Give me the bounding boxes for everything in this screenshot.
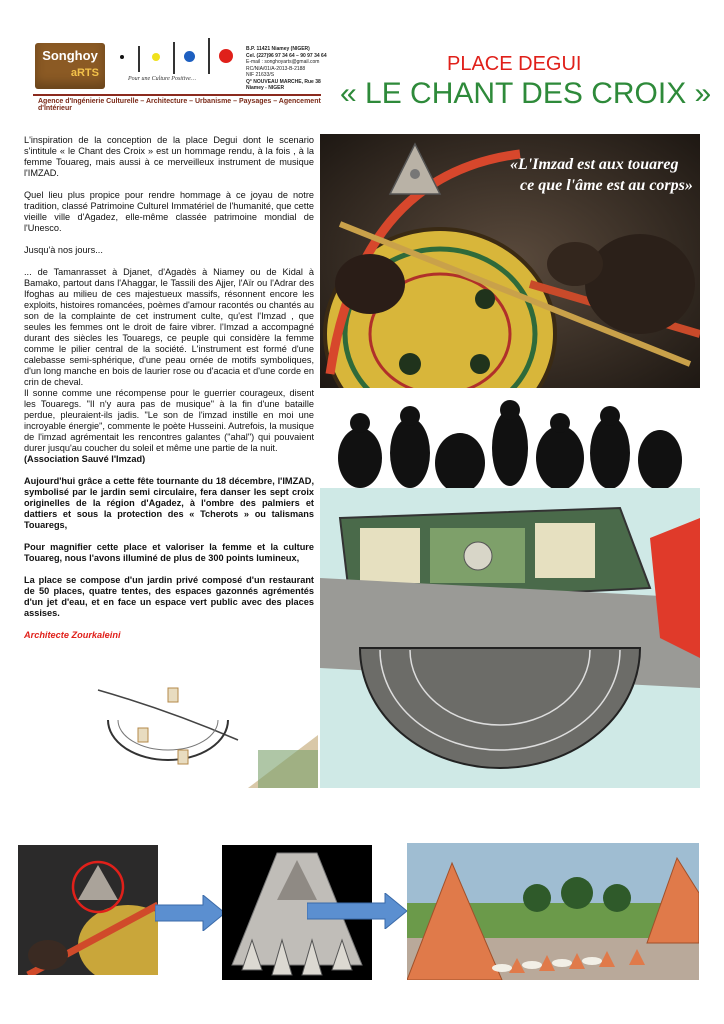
contact-line: NIF 21633/S bbox=[246, 72, 275, 78]
contact-line: B.P. 11421 Niamey (NIGER) bbox=[246, 46, 310, 52]
company-logo bbox=[35, 43, 105, 89]
imzad-quote-line-1: «L'Imzad est aux touareg bbox=[510, 156, 679, 173]
divider-line bbox=[138, 46, 140, 72]
logo-text-bottom: aRTS bbox=[70, 67, 99, 79]
services-line: Agence d'Ingénierie Culturelle – Architecture – Urbanisme – Paysages – Agencement d'Intérieur bbox=[38, 98, 321, 112]
place-title: PLACE DEGUI bbox=[447, 53, 582, 75]
contact-line: Cel. (227)96 97 34 64 – 90 97 34 64 bbox=[246, 52, 327, 59]
signature: Architecte Zourkaleini bbox=[24, 630, 121, 640]
divider-line bbox=[208, 38, 210, 74]
source-credit: (Association Sauvé l'Imzad) bbox=[24, 454, 146, 464]
tagline: Pour une Culture Positive… bbox=[128, 76, 196, 82]
paragraph: Jusqu'à nos jours... bbox=[24, 245, 103, 255]
paragraph: Pour magnifier cette place et valoriser la femme et la culture Touareg, nous l'avons illuminé de plus de 300 points lumineux, bbox=[24, 542, 314, 563]
plaza-render bbox=[407, 843, 699, 980]
arrow-icon bbox=[307, 893, 407, 929]
concept-sketch bbox=[18, 680, 318, 788]
black-dot bbox=[120, 55, 124, 59]
arrow-icon bbox=[155, 895, 225, 931]
site-plan-collage bbox=[320, 388, 700, 788]
paragraph: La place se compose d'un jardin privé composé d'un restaurant de 50 places, quatre tentes, des espaces gazonnés agrémentés d'un jet d'eau, et en face un espace vert public avec des places assises. bbox=[24, 575, 314, 618]
paragraph: Quel lieu plus propice pour rendre hommage à ce joyau de notre tradition, classé Patrimoine Culturel Immatériel de l'humanité, que cette vieille ville d'Agadez, elle-même classée patrimoine mondial de l'Unesco. bbox=[24, 190, 314, 233]
paragraph: L'inspiration de la conception de la place Degui dont le scenario s'intitule « le Chant des Croix » est un hommage rendu, à la fois , à la femme Touareg, mais aussi à ce merveilleux instrument de musique l'IMZAD. bbox=[24, 135, 314, 178]
imzad-photo bbox=[320, 134, 700, 388]
red-dot bbox=[219, 49, 233, 63]
contact-line: E-mail : songhoyarts@gmail.com bbox=[246, 59, 320, 65]
blue-dot bbox=[184, 51, 195, 62]
paragraph: Il sonne comme une récompense pour le guerrier courageux, disent les Touaregs. "Il n'y aura pas de musique" à la fin d'une bataille perdue, pleuraient-ils jadis. "Le son de l'imzad instille en moi une incroyable énergie", commente le poète Husseini. Autrefois, la musique de l'imzad agrémentait les rencontres galantes ("ahal") qui pouvaient durer jusqu'au coucher du soleil et même une partie de la nuit. bbox=[24, 388, 314, 453]
divider-line bbox=[173, 42, 175, 74]
contact-line: RC/NIA/01/A-2013-B-2188 bbox=[246, 65, 306, 72]
header-rule bbox=[33, 94, 321, 96]
paragraph: Aujourd'hui grâce a cette fête tournante du 18 décembre, l'IMZAD, symbolisé par le jardin semi circulaire, fera danser les sept croix originelles de la région d'Agadez, à l'ombre des palmiers et dattiers et sous la protection des « Tcherots » ou talismans Touaregs, bbox=[24, 476, 314, 530]
main-title: « LE CHANT DES CROIX » bbox=[340, 77, 712, 110]
paragraph: ... de Tamanrasset à Djanet, d'Agadès à Niamey ou de Kidal à Bamako, partout dans l'Ahaggar, le Tassili des Ajjer, l'Aïr ou l'Adrar des Ifoghas au milieu de ces majestueux massifs, résonnent encore les exploits, histoires romancées, poèmes d'amour racontés ou chantés au son de la complainte de cet instrument culte, qu'est l'Imzad , que seules les femmes ont le droit de faire vibrer. l'Imzad a accompagné durant des siècles les Touaregs, ce peuple qui considère la femme comme le pilier central de la société. L'instrument est formé d'une calebasse semi-sphérique, d'une peau ornée de motifs symboliques, d'un long manche en bois de laurier rose ou d'acacia et d'une corde en crin de cheval. bbox=[24, 267, 314, 387]
logo-text-top: Songhoy bbox=[42, 48, 98, 63]
imzad-quote-line-2: ce que l'âme est au corps» bbox=[520, 177, 693, 194]
imzad-detail-photo bbox=[18, 845, 158, 975]
contact-line: Q° NOUVEAU MARCHE, Rue 38 bbox=[246, 78, 321, 85]
contact-line: Niamey - NIGER bbox=[246, 85, 285, 91]
yellow-dot bbox=[152, 53, 160, 61]
body-text bbox=[24, 135, 314, 652]
